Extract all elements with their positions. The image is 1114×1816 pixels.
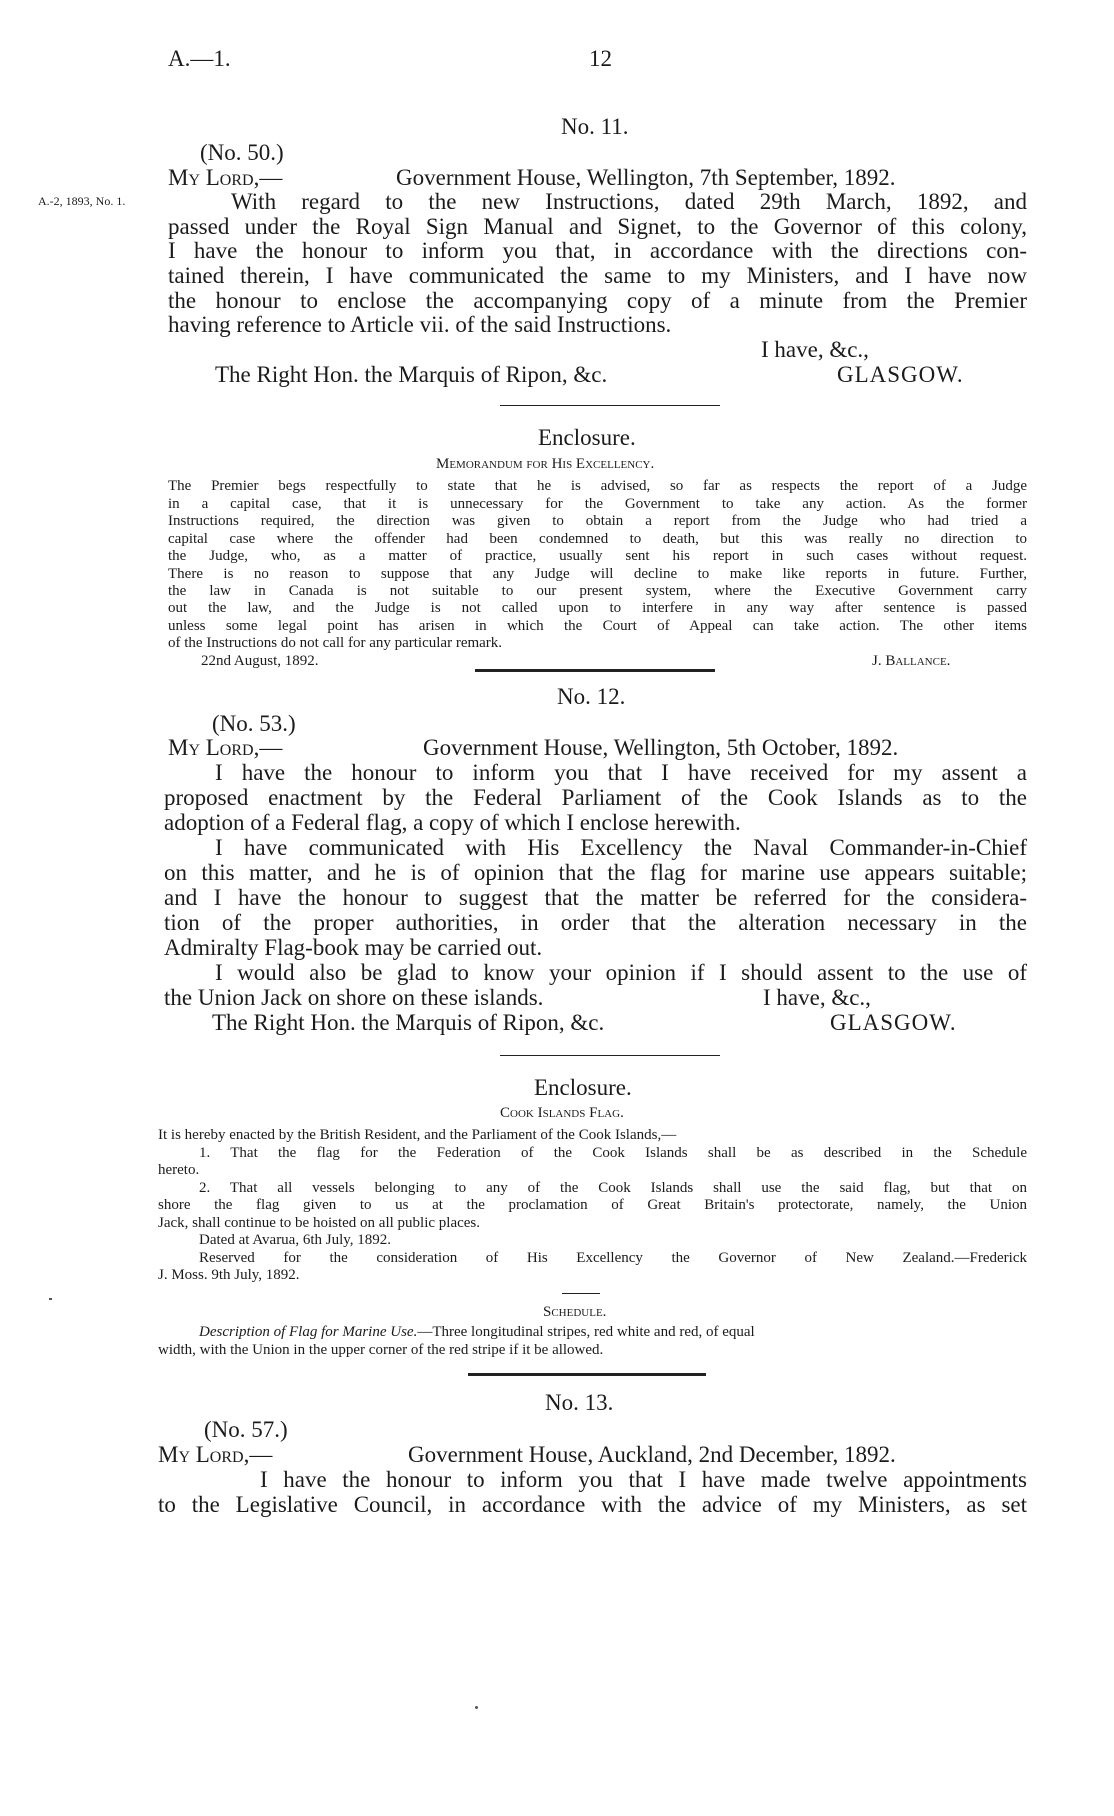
body-line: to the Legislative Council, in accordance with the advice of my Ministers, as set xyxy=(158,1492,1027,1517)
letter-number: (No. 57.) xyxy=(204,1417,288,1442)
schedule-text: —Three longitudinal stripes, red white and red, of equal xyxy=(417,1324,755,1340)
cook-islands-flag-heading: Cook Islands Flag. xyxy=(500,1105,624,1121)
divider xyxy=(468,1373,706,1376)
letter-title: No. 13. xyxy=(545,1390,614,1415)
memo-line: of the Instructions do not call for any particular remark. xyxy=(168,635,503,651)
memo-line: the Judge, who, as a matter of practice, usually sent his report in such cases without request. xyxy=(168,548,1027,564)
body-line: passed under the Royal Sign Manual and Signet, to the Governor of this colony, xyxy=(168,214,1027,239)
closing: I have, &c., xyxy=(761,337,869,362)
schedule-line: width, with the Union in the upper corner of the red stripe if it be allowed. xyxy=(158,1342,604,1358)
signature: GLASGOW. xyxy=(830,1010,957,1035)
body-line: I have the honour to inform you that I have made twelve appointments xyxy=(260,1467,1027,1492)
body-line: I have the honour to inform you that, in accordance with the directions con- xyxy=(168,238,1027,263)
margin-reference: A.-2, 1893, No. 1. xyxy=(38,194,126,208)
body-line: proposed enactment by the Federal Parliament of the Cook Islands as to the xyxy=(164,785,1027,810)
divider xyxy=(500,1055,720,1056)
enactment-line: J. Moss. 9th July, 1892. xyxy=(158,1267,300,1283)
enactment-line: It is hereby enacted by the British Resident, and the Parliament of the Cook Islands,— xyxy=(158,1127,677,1143)
enactment-line: 1. That the flag for the Federation of the Cook Islands shall be as described in the Schedule xyxy=(199,1145,1027,1161)
body-line: I would also be glad to know your opinion if I should assent to the use of xyxy=(215,960,1027,985)
salutation: My Lord,— xyxy=(168,735,283,760)
memo-line: out the law, and the Judge is not called upon to interfere in any way after sentence is passed xyxy=(168,600,1027,616)
enactment-line: shore the flag given to us at the proclamation of Great Britain's protectorate, namely, the Union xyxy=(158,1197,1027,1213)
enclosure-heading: Enclosure. xyxy=(538,425,636,450)
addressee: The Right Hon. the Marquis of Ripon, &c. xyxy=(215,362,608,387)
letter-address: Government House, Wellington, 5th October, 1892. xyxy=(423,735,899,760)
body-line: Admiralty Flag-book may be carried out. xyxy=(164,935,543,960)
letter-number: (No. 53.) xyxy=(212,711,296,736)
addressee: The Right Hon. the Marquis of Ripon, &c. xyxy=(212,1010,605,1035)
letter-title: No. 11. xyxy=(561,114,629,139)
divider xyxy=(500,405,720,406)
memo-line: The Premier begs respectfully to state that he is advised, so far as respects the report of a Judge xyxy=(168,478,1027,494)
body-line: With regard to the new Instructions, dated 29th March, 1892, and xyxy=(231,189,1027,214)
body-line: tion of the proper authorities, in order that the alteration necessary in the xyxy=(164,910,1027,935)
letter-title: No. 12. xyxy=(557,684,626,709)
salutation: My Lord,— xyxy=(168,165,283,190)
body-line: adoption of a Federal flag, a copy of which I enclose herewith. xyxy=(164,810,741,835)
body-line: tained therein, I have communicated the same to my Ministers, and I have now xyxy=(168,263,1027,288)
enclosure-heading: Enclosure. xyxy=(534,1075,632,1100)
body-line: the Union Jack on shore on these islands. xyxy=(164,985,544,1010)
body-line: on this matter, and he is of opinion that the flag for marine use appears suitable; xyxy=(164,860,1027,885)
scan-speck xyxy=(49,1298,52,1300)
schedule-line xyxy=(199,1324,755,1341)
enactment-line: Jack, shall continue to be hoisted on all public places. xyxy=(158,1215,481,1231)
memo-line: There is no reason to suppose that any Judge will decline to make like reports in future. Further, xyxy=(168,566,1027,582)
enactment-line: 2. That all vessels belonging to any of the Cook Islands shall use the said flag, but that on xyxy=(199,1180,1027,1196)
divider xyxy=(562,1293,600,1294)
memorandum-heading: Memorandum for His Excellency. xyxy=(436,456,655,472)
memo-line: capital case where the offender had been condemned to death, but this was really no direction to xyxy=(168,531,1027,547)
body-line: I have communicated with His Excellency the Naval Commander-in-Chief xyxy=(215,835,1027,860)
scan-speck xyxy=(475,1706,478,1709)
body-line: I have the honour to inform you that I have received for my assent a xyxy=(215,760,1027,785)
salutation: My Lord,— xyxy=(158,1442,273,1467)
paper-reference: A.—1. xyxy=(168,46,231,71)
divider xyxy=(475,669,715,672)
memo-signature: J. Ballance. xyxy=(872,653,951,669)
body-line: and I have the honour to suggest that the matter be referred for the considera- xyxy=(164,885,1027,910)
enactment-line: hereto. xyxy=(158,1162,200,1178)
enactment-date: Dated at Avarua, 6th July, 1892. xyxy=(199,1232,392,1248)
letter-address: Government House, Wellington, 7th September, 1892. xyxy=(396,165,896,190)
page-number: 12 xyxy=(589,46,612,71)
memo-line: Instructions required, the direction was given to obtain a report from the Judge who had tried a xyxy=(168,513,1027,529)
body-line: the honour to enclose the accompanying copy of a minute from the Premier xyxy=(168,288,1027,313)
letter-address: Government House, Auckland, 2nd December, 1892. xyxy=(408,1442,896,1467)
letter-number: (No. 50.) xyxy=(200,140,284,165)
body-line: having reference to Article vii. of the said Instructions. xyxy=(168,312,672,337)
memo-line: in a capital case, that it is unnecessary for the Government to take any action. As the former xyxy=(168,496,1027,512)
memo-date: 22nd August, 1892. xyxy=(201,653,319,669)
enactment-line: Reserved for the consideration of His Excellency the Governor of New Zealand.—Frederick xyxy=(199,1250,1027,1266)
memo-line: unless some legal point has arisen in which the Court of Appeal can take action. The other items xyxy=(168,618,1027,634)
signature: GLASGOW. xyxy=(837,362,964,387)
memo-line: the law in Canada is not suitable to our present system, where the Executive Government carry xyxy=(168,583,1027,599)
schedule-heading: Schedule. xyxy=(543,1304,607,1320)
closing: I have, &c., xyxy=(763,985,871,1010)
schedule-label: Description of Flag for Marine Use. xyxy=(199,1324,418,1340)
